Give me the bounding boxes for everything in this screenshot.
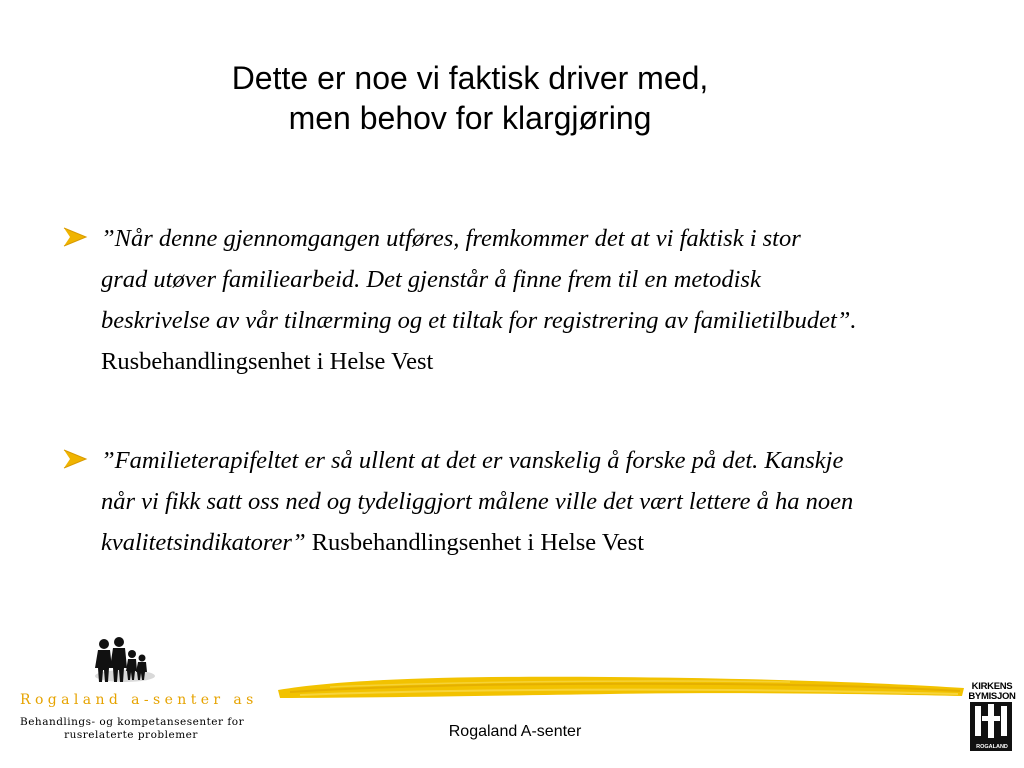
bullet-text-1: [101, 218, 971, 382]
quote-line-with-source: [101, 522, 971, 563]
title-line-2: men behov for klargjøring: [288, 100, 652, 136]
title-line-1: Dette er noe vi faktisk driver med,: [231, 60, 709, 96]
slide-title: [0, 58, 940, 138]
quote-line: når vi fikk satt oss ned og tydeliggjort målene ville det vært lettere å ha noen: [101, 488, 854, 515]
arrow-bullet-icon: [62, 448, 88, 470]
yellow-brush-stroke-divider: [270, 668, 970, 710]
quote-line: kvalitetsindikatorer”: [101, 529, 306, 556]
kirkens-bymisjon-name: [967, 682, 1017, 702]
quote-line: beskrivelse av vår tilnærming og et tiltak for registrering av familietilbudet”.: [101, 307, 857, 334]
arrow-bullet-icon: [62, 226, 88, 248]
quote-source: Rusbehandlingsenhet i Helse Vest: [311, 529, 645, 556]
bullet-text-2: [101, 440, 971, 563]
quote-source: Rusbehandlingsenhet i Helse Vest: [101, 348, 434, 375]
quote-line: grad utøver familiearbeid. Det gjenstår å finne frem til en metodisk: [101, 266, 761, 293]
quote-line: ”Når denne gjennomgangen utføres, fremkommer det at vi faktisk i stor: [101, 225, 801, 252]
org-subtitle: [20, 716, 245, 742]
org-subtitle-line: rusrelaterte problemer: [64, 729, 198, 741]
quote-line: ”Familieterapifeltet er så ullent at det er vanskelig å forske på det. Kanskje: [101, 447, 844, 474]
logo-line-2: BYMISJON: [968, 691, 1016, 702]
org-subtitle-line: Behandlings- og kompetansesenter for: [20, 716, 245, 728]
org-name: Rogaland a-senter as: [20, 692, 258, 708]
footer-center-text: Rogaland A-senter: [448, 723, 582, 740]
logo-line-1: KIRKENS: [971, 681, 1013, 692]
kirkens-bymisjon-region: ROGALAND: [976, 744, 1008, 750]
